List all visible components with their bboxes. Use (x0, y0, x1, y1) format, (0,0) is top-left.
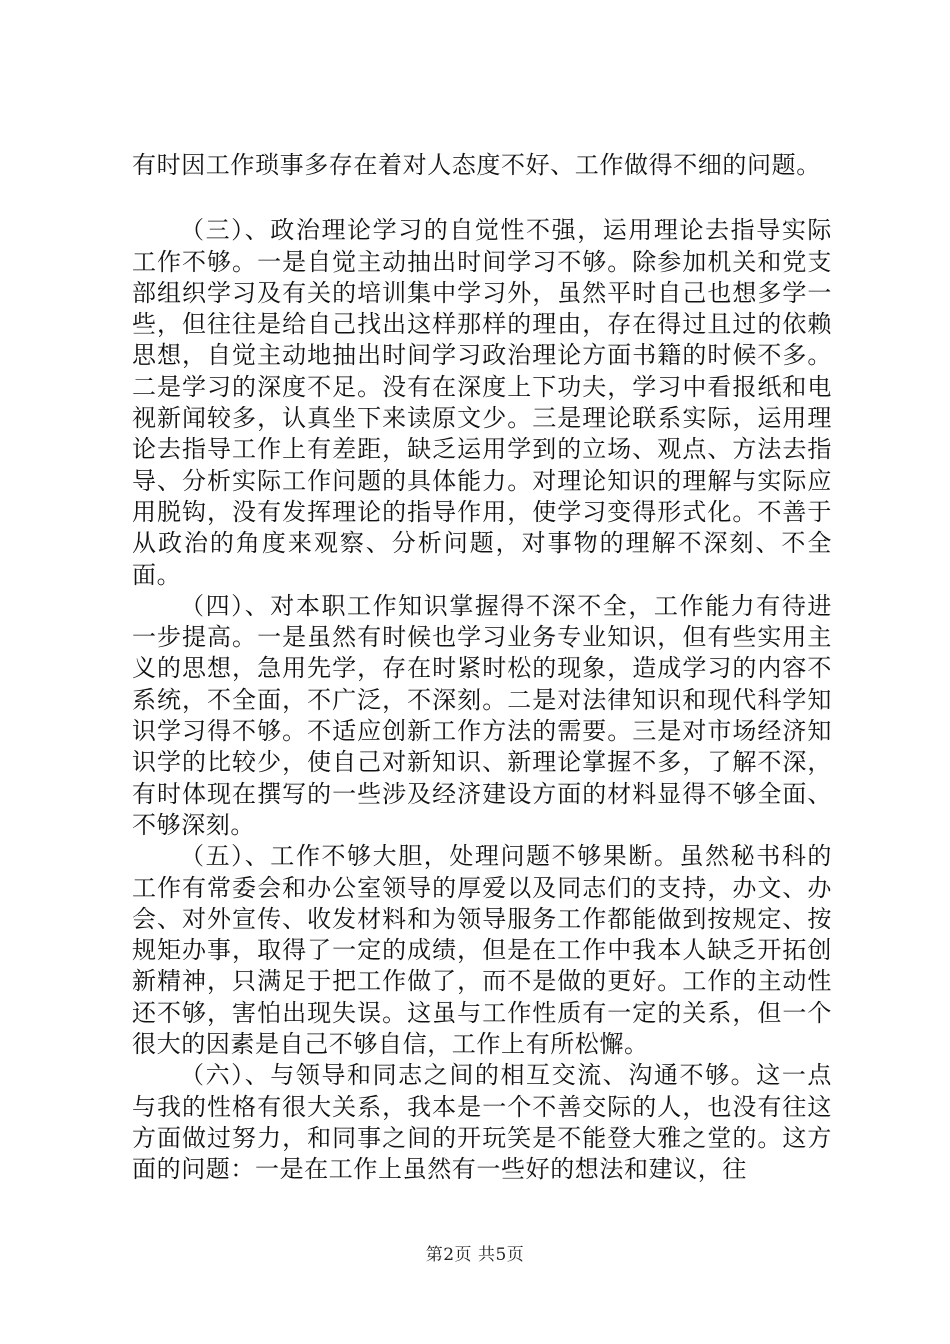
paragraph-section-3: （三）、政治理论学习的自觉性不强，运用理论去指导实际工作不够。一是自觉主动抽出时间学习不够。除参加机关和党支部组织学习及有关的培训集中学习外，虽然平时自己也想多学一些，但往往是给自己找出这样那样的理由，存在得过且过的依赖思想，自觉主动地抽出时间学习政治理论方面书籍的时候不多。二是学习的深度不足。没有在深度上下功夫，学习中看报纸和电视新闻较多，认真坐下来读原文少。三是理论联系实际，运用理论去指导工作上有差距，缺乏运用学到的立场、观点、方法去指导、分析实际工作问题的具体能力。对理论知识的理解与实际应用脱钩，没有发挥理论的指导作用，使学习变得形式化。不善于从政治的角度来观察、分析问题，对事物的理解不深刻、不全面。 (132, 216, 832, 589)
page-number-footer: 第2页 共5页 (425, 1245, 525, 1265)
paragraph-continued: 有时因工作琐事多存在着对人态度不好、工作做得不细的问题。 (132, 151, 821, 179)
paragraph-section-4: （四）、对本职工作知识掌握得不深不全，工作能力有待进一步提高。一是虽然有时候也学习业务专业知识，但有些实用主义的思想，急用先学，存在时紧时松的现象，造成学习的内容不系统，不全面，不广泛，不深刻。二是对法律知识和现代科学知识学习得不够。不适应创新工作方法的需要。三是对市场经济知识学的比较少，使自己对新知识、新理论掌握不多，了解不深，有时体现在撰写的一些涉及经济建设方面的材料显得不够全面、不够深刻。 (132, 591, 832, 839)
paragraph-section-6: （六）、与领导和同志之间的相互交流、沟通不够。这一点与我的性格有很大关系，我本是一个不善交际的人，也没有往这方面做过努力，和同事之间的开玩笑是不能登大雅之堂的。这方面的问题：一是在工作上虽然有一些好的想法和建议，往 (132, 1061, 832, 1184)
paragraph-section-5: （五）、工作不够大胆，处理问题不够果断。虽然秘书科的工作有常委会和办公室领导的厚爱以及同志们的支持，办文、办会、对外宣传、收发材料和为领导服务工作都能做到按规定、按规矩办事，取得了一定的成绩，但是在工作中我本人缺乏开拓创新精神，只满足于把工作做了，而不是做的更好。工作的主动性还不够，害怕出现失误。这虽与工作性质有一定的关系，但一个很大的因素是自己不够自信，工作上有所松懈。 (132, 842, 832, 1059)
document-body (132, 150, 832, 1186)
